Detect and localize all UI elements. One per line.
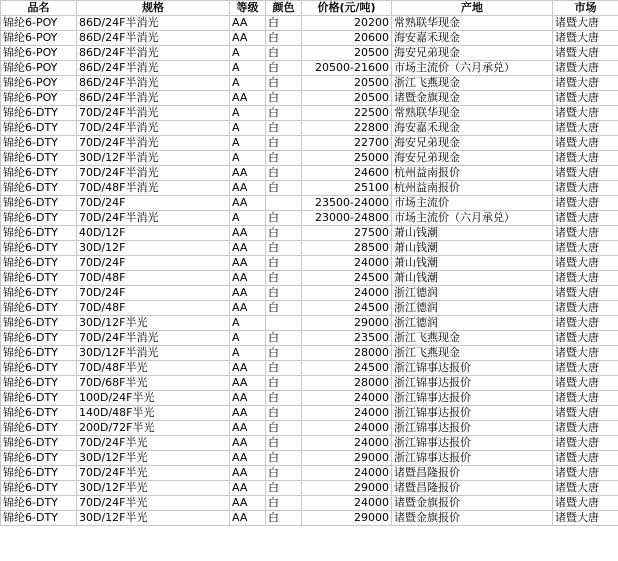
cell-color: 白 <box>266 286 302 301</box>
cell-price: 20500 <box>302 46 392 61</box>
header-grade: 等级 <box>230 1 266 16</box>
cell-market: 诸暨大唐 <box>553 346 618 361</box>
cell-color: 白 <box>266 451 302 466</box>
cell-price: 20500 <box>302 91 392 106</box>
cell-name: 锦纶6-POY <box>1 16 77 31</box>
table-row <box>1 151 618 166</box>
cell-origin: 杭州益南报价 <box>392 166 553 181</box>
header-spec: 规格 <box>77 1 230 16</box>
cell-price: 25000 <box>302 151 392 166</box>
cell-market: 诸暨大唐 <box>553 166 618 181</box>
cell-market: 诸暨大唐 <box>553 391 618 406</box>
cell-color: 白 <box>266 211 302 226</box>
cell-color: 白 <box>266 271 302 286</box>
cell-grade: AA <box>230 496 266 511</box>
cell-grade: AA <box>230 376 266 391</box>
cell-origin: 萧山钱潮 <box>392 241 553 256</box>
cell-market: 诸暨大唐 <box>553 496 618 511</box>
cell-color: 白 <box>266 166 302 181</box>
cell-price: 24500 <box>302 361 392 376</box>
cell-price: 24600 <box>302 166 392 181</box>
cell-name: 锦纶6-DTY <box>1 466 77 481</box>
cell-market: 诸暨大唐 <box>553 211 618 226</box>
cell-spec: 30D/12F半光 <box>77 451 230 466</box>
table-row <box>1 346 618 361</box>
cell-color: 白 <box>266 406 302 421</box>
cell-grade: A <box>230 76 266 91</box>
cell-origin: 常熟联华现金 <box>392 106 553 121</box>
table-row <box>1 16 618 31</box>
cell-name: 锦纶6-DTY <box>1 331 77 346</box>
cell-name: 锦纶6-DTY <box>1 151 77 166</box>
table-row <box>1 301 618 316</box>
cell-price: 20500 <box>302 76 392 91</box>
table-row <box>1 196 618 211</box>
cell-grade: AA <box>230 361 266 376</box>
cell-name: 锦纶6-DTY <box>1 196 77 211</box>
cell-grade: AA <box>230 196 266 211</box>
cell-name: 锦纶6-DTY <box>1 511 77 526</box>
table-row <box>1 271 618 286</box>
cell-spec: 70D/24F半消光 <box>77 331 230 346</box>
cell-name: 锦纶6-DTY <box>1 211 77 226</box>
cell-grade: AA <box>230 436 266 451</box>
cell-color: 白 <box>266 106 302 121</box>
cell-market: 诸暨大唐 <box>553 136 618 151</box>
cell-market: 诸暨大唐 <box>553 61 618 76</box>
cell-spec: 70D/24F半消光 <box>77 211 230 226</box>
cell-color: 白 <box>266 136 302 151</box>
cell-color: 白 <box>266 376 302 391</box>
cell-market: 诸暨大唐 <box>553 121 618 136</box>
cell-market: 诸暨大唐 <box>553 376 618 391</box>
cell-origin: 常熟联华现金 <box>392 16 553 31</box>
cell-name: 锦纶6-DTY <box>1 316 77 331</box>
cell-price: 29000 <box>302 511 392 526</box>
cell-market: 诸暨大唐 <box>553 16 618 31</box>
cell-name: 锦纶6-DTY <box>1 496 77 511</box>
cell-name: 锦纶6-DTY <box>1 406 77 421</box>
cell-name: 锦纶6-DTY <box>1 346 77 361</box>
cell-market: 诸暨大唐 <box>553 241 618 256</box>
cell-origin: 浙江飞燕现金 <box>392 331 553 346</box>
cell-market: 诸暨大唐 <box>553 76 618 91</box>
table-row <box>1 181 618 196</box>
cell-grade: A <box>230 316 266 331</box>
cell-price: 23500-24000 <box>302 196 392 211</box>
cell-grade: AA <box>230 256 266 271</box>
cell-grade: AA <box>230 91 266 106</box>
cell-origin: 浙江飞燕现金 <box>392 76 553 91</box>
cell-grade: AA <box>230 451 266 466</box>
cell-name: 锦纶6-DTY <box>1 136 77 151</box>
cell-name: 锦纶6-POY <box>1 91 77 106</box>
cell-name: 锦纶6-POY <box>1 76 77 91</box>
cell-spec: 30D/12F半消光 <box>77 151 230 166</box>
cell-price: 23500 <box>302 331 392 346</box>
cell-name: 锦纶6-DTY <box>1 241 77 256</box>
cell-origin: 浙江锦事达报价 <box>392 406 553 421</box>
table-row <box>1 496 618 511</box>
cell-spec: 140D/48F半光 <box>77 406 230 421</box>
cell-spec: 70D/48F半消光 <box>77 181 230 196</box>
cell-price: 24000 <box>302 391 392 406</box>
cell-origin: 海安兄弟现金 <box>392 136 553 151</box>
cell-color: 白 <box>266 46 302 61</box>
cell-name: 锦纶6-POY <box>1 46 77 61</box>
cell-origin: 诸暨昌隆报价 <box>392 466 553 481</box>
cell-grade: AA <box>230 481 266 496</box>
cell-grade: AA <box>230 466 266 481</box>
cell-color: 白 <box>266 256 302 271</box>
cell-color: 白 <box>266 496 302 511</box>
cell-spec: 70D/24F <box>77 286 230 301</box>
cell-origin: 诸暨金旗现金 <box>392 91 553 106</box>
cell-grade: AA <box>230 511 266 526</box>
cell-price: 22800 <box>302 121 392 136</box>
cell-market: 诸暨大唐 <box>553 301 618 316</box>
cell-price: 29000 <box>302 481 392 496</box>
header-price: 价格(元/吨) <box>302 1 392 16</box>
cell-origin: 浙江锦事达报价 <box>392 391 553 406</box>
cell-color: 白 <box>266 181 302 196</box>
cell-color: 白 <box>266 361 302 376</box>
cell-name: 锦纶6-DTY <box>1 121 77 136</box>
cell-grade: AA <box>230 31 266 46</box>
cell-name: 锦纶6-POY <box>1 61 77 76</box>
cell-spec: 70D/24F半光 <box>77 466 230 481</box>
cell-price: 22500 <box>302 106 392 121</box>
cell-color: 白 <box>266 391 302 406</box>
table-row <box>1 481 618 496</box>
table-row <box>1 166 618 181</box>
cell-grade: AA <box>230 301 266 316</box>
cell-spec: 70D/24F半光 <box>77 496 230 511</box>
cell-market: 诸暨大唐 <box>553 481 618 496</box>
cell-market: 诸暨大唐 <box>553 46 618 61</box>
cell-market: 诸暨大唐 <box>553 511 618 526</box>
cell-color: 白 <box>266 31 302 46</box>
cell-spec: 70D/24F <box>77 256 230 271</box>
cell-color: 白 <box>266 331 302 346</box>
cell-market: 诸暨大唐 <box>553 451 618 466</box>
cell-color: 白 <box>266 436 302 451</box>
cell-spec: 70D/24F半消光 <box>77 136 230 151</box>
cell-price: 20500-21600 <box>302 61 392 76</box>
cell-name: 锦纶6-DTY <box>1 256 77 271</box>
cell-grade: A <box>230 331 266 346</box>
table-row <box>1 406 618 421</box>
cell-market: 诸暨大唐 <box>553 181 618 196</box>
cell-spec: 86D/24F半消光 <box>77 31 230 46</box>
cell-origin: 萧山钱潮 <box>392 256 553 271</box>
cell-color: 白 <box>266 481 302 496</box>
cell-price: 29000 <box>302 451 392 466</box>
cell-name: 锦纶6-DTY <box>1 271 77 286</box>
table-row <box>1 376 618 391</box>
cell-name: 锦纶6-DTY <box>1 301 77 316</box>
cell-name: 锦纶6-DTY <box>1 436 77 451</box>
cell-color: 白 <box>266 76 302 91</box>
cell-grade: AA <box>230 286 266 301</box>
table-row <box>1 121 618 136</box>
cell-name: 锦纶6-DTY <box>1 391 77 406</box>
cell-origin: 浙江锦事达报价 <box>392 376 553 391</box>
cell-grade: AA <box>230 166 266 181</box>
cell-spec: 86D/24F半消光 <box>77 16 230 31</box>
cell-spec: 40D/12F <box>77 226 230 241</box>
cell-origin: 萧山钱潮 <box>392 226 553 241</box>
cell-spec: 70D/48F <box>77 301 230 316</box>
cell-spec: 70D/48F半光 <box>77 361 230 376</box>
cell-price: 24000 <box>302 436 392 451</box>
cell-market: 诸暨大唐 <box>553 256 618 271</box>
cell-origin: 浙江锦事达报价 <box>392 361 553 376</box>
table-row <box>1 436 618 451</box>
cell-market: 诸暨大唐 <box>553 436 618 451</box>
cell-price: 29000 <box>302 316 392 331</box>
cell-grade: AA <box>230 421 266 436</box>
cell-color: 白 <box>266 61 302 76</box>
cell-origin: 萧山钱潮 <box>392 271 553 286</box>
cell-name: 锦纶6-POY <box>1 31 77 46</box>
cell-market: 诸暨大唐 <box>553 316 618 331</box>
table-row <box>1 451 618 466</box>
cell-color: 白 <box>266 151 302 166</box>
cell-price: 25100 <box>302 181 392 196</box>
cell-name: 锦纶6-DTY <box>1 451 77 466</box>
cell-color: 白 <box>266 241 302 256</box>
cell-grade: A <box>230 61 266 76</box>
cell-spec: 70D/24F半消光 <box>77 166 230 181</box>
table-row <box>1 256 618 271</box>
cell-spec: 30D/12F半光 <box>77 481 230 496</box>
cell-color <box>266 316 302 331</box>
table-row <box>1 106 618 121</box>
cell-grade: AA <box>230 241 266 256</box>
cell-spec: 70D/24F半光 <box>77 436 230 451</box>
cell-grade: AA <box>230 271 266 286</box>
cell-color: 白 <box>266 301 302 316</box>
cell-price: 24000 <box>302 256 392 271</box>
table-row <box>1 241 618 256</box>
cell-name: 锦纶6-DTY <box>1 166 77 181</box>
cell-origin: 浙江德润 <box>392 301 553 316</box>
cell-name: 锦纶6-DTY <box>1 361 77 376</box>
cell-origin: 市场主流价（六月承兑） <box>392 211 553 226</box>
cell-name: 锦纶6-DTY <box>1 481 77 496</box>
cell-color: 白 <box>266 16 302 31</box>
header-market: 市场 <box>553 1 618 16</box>
table-row <box>1 226 618 241</box>
table-row <box>1 316 618 331</box>
cell-origin: 浙江德润 <box>392 286 553 301</box>
cell-color: 白 <box>266 226 302 241</box>
cell-color: 白 <box>266 421 302 436</box>
cell-spec: 86D/24F半消光 <box>77 76 230 91</box>
table-row <box>1 466 618 481</box>
cell-origin: 杭州益南报价 <box>392 181 553 196</box>
cell-price: 24000 <box>302 421 392 436</box>
cell-market: 诸暨大唐 <box>553 466 618 481</box>
cell-origin: 浙江锦事达报价 <box>392 421 553 436</box>
cell-origin: 诸暨金旗报价 <box>392 496 553 511</box>
cell-market: 诸暨大唐 <box>553 406 618 421</box>
table-row <box>1 31 618 46</box>
cell-color: 白 <box>266 346 302 361</box>
cell-grade: A <box>230 151 266 166</box>
cell-price: 28000 <box>302 376 392 391</box>
cell-origin: 诸暨昌隆报价 <box>392 481 553 496</box>
cell-spec: 70D/24F半消光 <box>77 121 230 136</box>
cell-name: 锦纶6-DTY <box>1 181 77 196</box>
cell-origin: 浙江锦事达报价 <box>392 451 553 466</box>
cell-spec: 200D/72F半光 <box>77 421 230 436</box>
cell-origin: 海安嘉禾现金 <box>392 121 553 136</box>
cell-name: 锦纶6-DTY <box>1 421 77 436</box>
cell-market: 诸暨大唐 <box>553 361 618 376</box>
cell-color: 白 <box>266 121 302 136</box>
cell-market: 诸暨大唐 <box>553 331 618 346</box>
cell-market: 诸暨大唐 <box>553 151 618 166</box>
cell-spec: 70D/68F半光 <box>77 376 230 391</box>
cell-spec: 70D/24F <box>77 196 230 211</box>
cell-origin: 海安兄弟现金 <box>392 151 553 166</box>
cell-spec: 70D/48F <box>77 271 230 286</box>
cell-grade: A <box>230 136 266 151</box>
cell-price: 24500 <box>302 301 392 316</box>
table-row <box>1 61 618 76</box>
cell-origin: 海安兄弟现金 <box>392 46 553 61</box>
cell-origin: 诸暨金旗报价 <box>392 511 553 526</box>
table-row <box>1 421 618 436</box>
header-color: 颜色 <box>266 1 302 16</box>
cell-market: 诸暨大唐 <box>553 226 618 241</box>
cell-price: 24500 <box>302 271 392 286</box>
cell-spec: 70D/24F半消光 <box>77 106 230 121</box>
table-row <box>1 76 618 91</box>
header-name: 品名 <box>1 1 77 16</box>
cell-grade: AA <box>230 226 266 241</box>
cell-origin: 浙江锦事达报价 <box>392 436 553 451</box>
cell-market: 诸暨大唐 <box>553 91 618 106</box>
cell-price: 28500 <box>302 241 392 256</box>
cell-name: 锦纶6-DTY <box>1 226 77 241</box>
table-row <box>1 136 618 151</box>
cell-market: 诸暨大唐 <box>553 271 618 286</box>
table-row <box>1 91 618 106</box>
cell-grade: A <box>230 346 266 361</box>
cell-spec: 30D/12F半光 <box>77 511 230 526</box>
cell-spec: 86D/24F半消光 <box>77 91 230 106</box>
cell-grade: A <box>230 211 266 226</box>
cell-spec: 86D/24F半消光 <box>77 61 230 76</box>
cell-price: 20200 <box>302 16 392 31</box>
cell-color: 白 <box>266 91 302 106</box>
cell-name: 锦纶6-DTY <box>1 286 77 301</box>
cell-name: 锦纶6-DTY <box>1 106 77 121</box>
cell-grade: AA <box>230 406 266 421</box>
cell-color: 白 <box>266 466 302 481</box>
cell-spec: 86D/24F半消光 <box>77 46 230 61</box>
cell-color <box>266 196 302 211</box>
table-row <box>1 391 618 406</box>
cell-price: 24000 <box>302 406 392 421</box>
cell-origin: 浙江飞燕现金 <box>392 346 553 361</box>
cell-grade: AA <box>230 16 266 31</box>
cell-price: 24000 <box>302 496 392 511</box>
cell-market: 诸暨大唐 <box>553 31 618 46</box>
cell-origin: 市场主流价（六月承兑） <box>392 61 553 76</box>
cell-price: 24000 <box>302 286 392 301</box>
header-row <box>1 1 618 16</box>
cell-market: 诸暨大唐 <box>553 286 618 301</box>
cell-market: 诸暨大唐 <box>553 421 618 436</box>
cell-grade: A <box>230 121 266 136</box>
cell-origin: 浙江德润 <box>392 316 553 331</box>
cell-origin: 市场主流价 <box>392 196 553 211</box>
cell-market: 诸暨大唐 <box>553 106 618 121</box>
cell-color: 白 <box>266 511 302 526</box>
cell-price: 24000 <box>302 466 392 481</box>
cell-spec: 30D/12F <box>77 241 230 256</box>
table-row <box>1 46 618 61</box>
cell-price: 23000-24800 <box>302 211 392 226</box>
cell-price: 27500 <box>302 226 392 241</box>
table-row <box>1 211 618 226</box>
cell-origin: 海安嘉禾现金 <box>392 31 553 46</box>
cell-grade: AA <box>230 391 266 406</box>
cell-spec: 100D/24F半光 <box>77 391 230 406</box>
cell-price: 20600 <box>302 31 392 46</box>
table-row <box>1 361 618 376</box>
cell-name: 锦纶6-DTY <box>1 376 77 391</box>
cell-grade: A <box>230 106 266 121</box>
cell-grade: AA <box>230 181 266 196</box>
cell-price: 28000 <box>302 346 392 361</box>
table-row <box>1 511 618 526</box>
cell-price: 22700 <box>302 136 392 151</box>
header-origin: 产地 <box>392 1 553 16</box>
cell-grade: A <box>230 46 266 61</box>
table-row <box>1 286 618 301</box>
cell-spec: 30D/12F半光 <box>77 316 230 331</box>
cell-market: 诸暨大唐 <box>553 196 618 211</box>
cell-spec: 30D/12F半消光 <box>77 346 230 361</box>
table-row <box>1 331 618 346</box>
